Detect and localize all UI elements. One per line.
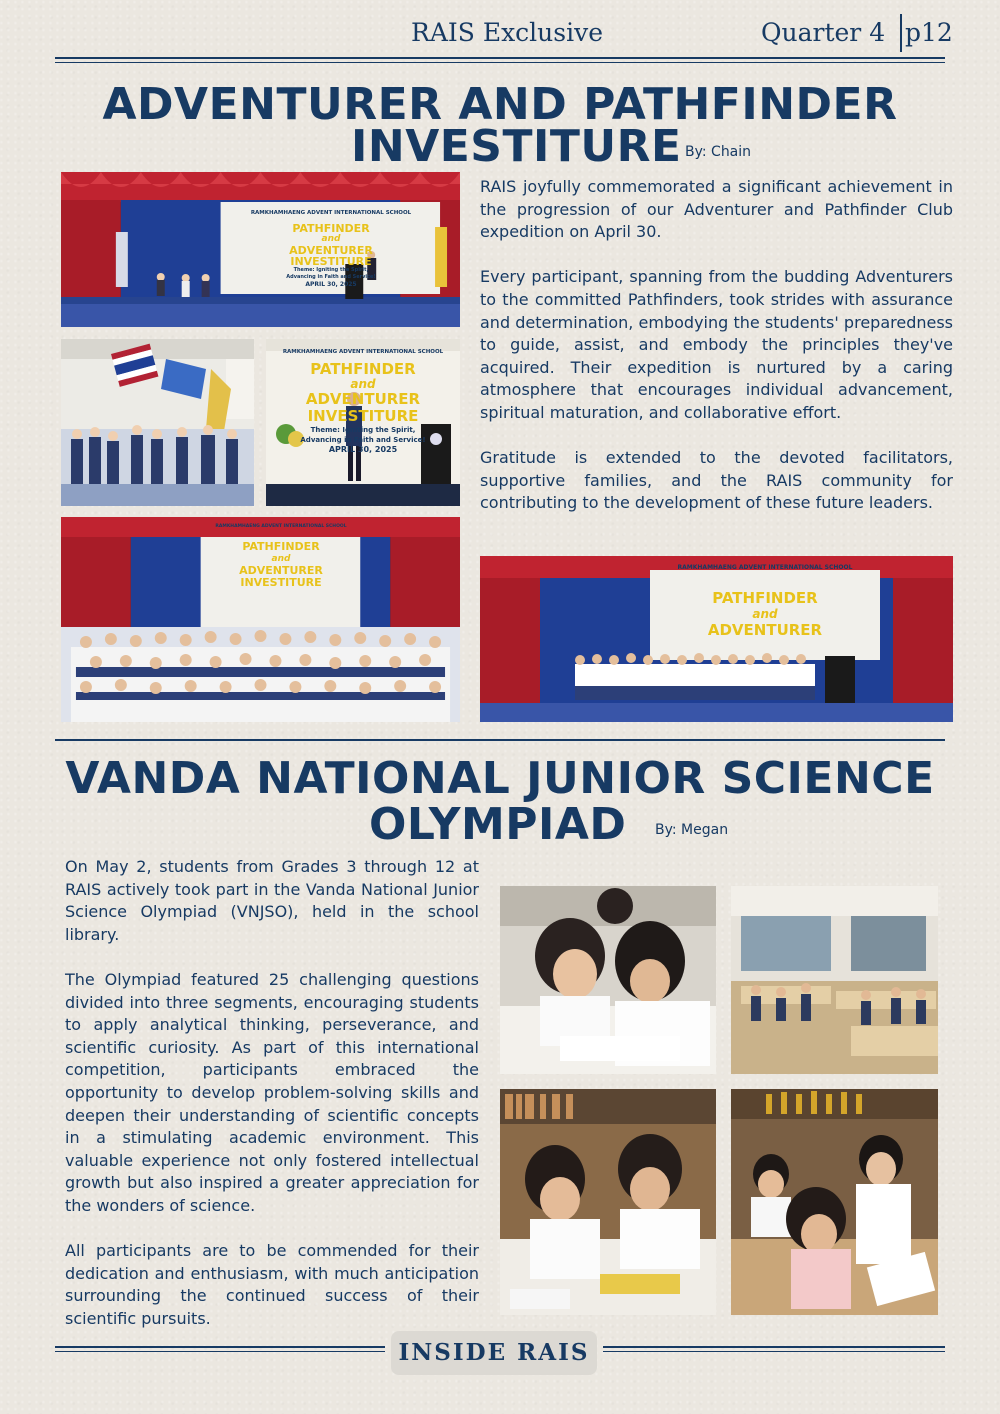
teacher-with-students-photo (731, 1089, 938, 1315)
speaker-banner-adventurer: ADVENTURER (305, 390, 421, 408)
article1-title-line2: INVESTITURE (351, 121, 682, 172)
article2-title-line1: VANDA NATIONAL JUNIOR SCIENCE (65, 753, 935, 804)
group-photo (61, 517, 460, 722)
library-room-photo (731, 886, 938, 1074)
publication-name: RAIS Exclusive (411, 18, 604, 47)
banner-adventurer: ADVENTURER (289, 244, 373, 257)
article2-body (65, 856, 479, 1330)
group-banner-school: RAMKHAMHAENG ADVENT INTERNATIONAL SCHOOL (215, 524, 347, 529)
students-writing-photo (500, 886, 716, 1074)
stage-banner-adventurer: ADVENTURER (707, 621, 823, 639)
article2-paragraph: The Olympiad featured 25 challenging questions divided into three segments, encouraging students to apply analytical thinking, perseverance, and scientific curiosity. As part of this international competition, participants embraced the opportunity to develop problem-solving skills and deepen their understanding of scientific concepts in a stimulating academic environment. This valuable experience not only fostered intellectual growth but also inspired a greater appreciation for the wonders of science. (65, 969, 479, 1215)
article2-byline: By: Megan (655, 822, 729, 838)
speaker-banner-date: APRIL 30, 2025 (328, 445, 398, 454)
students-focused-photo (500, 1089, 716, 1315)
article1-body (480, 176, 953, 515)
speaker-banner-school: RAMKHAMHAENG ADVENT INTERNATIONAL SCHOOL (282, 349, 444, 355)
banner-pathfinder: PATHFINDER (292, 222, 370, 235)
article1-paragraph: RAIS joyfully commemorated a significant achievement in the progression of our Adventurer and Pathfinder Club expedition on April 30. (480, 177, 953, 242)
article1-paragraph: Gratitude is extended to the devoted facilitators, supportive families, and the RAIS community for contributing to the development of these future leaders. (480, 448, 953, 513)
group-banner-and: and (271, 554, 291, 564)
section-divider (55, 739, 945, 741)
speaker-banner-theme-2: Advancing in Faith and Service! (300, 436, 426, 444)
speaker-photo (266, 339, 460, 506)
header-separator (900, 14, 902, 52)
quarter-label: Quarter 4 (761, 18, 886, 47)
stage-ceremony-photo (61, 172, 460, 327)
stage-banner-school: RAMKHAMHAENG ADVENT INTERNATIONAL SCHOOL (677, 564, 853, 571)
stage-banner-and: and (752, 607, 778, 621)
header-rule (55, 57, 945, 63)
group-banner-adventurer: ADVENTURER (239, 564, 323, 577)
footer-rule-right (603, 1346, 945, 1352)
article2-title-line2: OLYMPIAD (369, 799, 627, 850)
banner-investiture: INVESTITURE (290, 255, 372, 268)
banner-school: RAMKHAMHAENG ADVENT INTERNATIONAL SCHOOL (250, 210, 412, 216)
footer-rule-left (55, 1346, 385, 1352)
footer-label: INSIDE RAIS (391, 1331, 597, 1375)
stage-banner-pathfinder: PATHFINDER (712, 589, 818, 607)
banner-theme: Theme: Igniting the Spirit, (293, 267, 369, 273)
banner-and: and (321, 234, 341, 244)
article2-paragraph: All participants are to be commended for their dedication and enthusiasm, with much anticipation surrounding the continued success of their scientific pursuits. (65, 1241, 479, 1328)
article1-byline: By: Chain (685, 144, 752, 160)
group-banner-pathfinder: PATHFINDER (242, 540, 320, 553)
flag-ceremony-photo (61, 339, 254, 506)
speaker-banner-investiture: INVESTITURE (307, 407, 419, 425)
speaker-banner-and: and (350, 377, 376, 391)
group-banner-investiture: INVESTITURE (240, 576, 322, 589)
banner-theme-2: Advancing in Faith and Service! (286, 274, 376, 280)
speaker-banner-theme: Theme: Igniting the Spirit, (310, 426, 416, 434)
banner-date: APRIL 30, 2025 (305, 281, 357, 288)
speaker-banner-pathfinder: PATHFINDER (310, 360, 416, 378)
article2-paragraph: On May 2, students from Grades 3 through 12 at RAIS actively took part in the Vanda National Junior Science Olympiad (VNJSO), held in the school library. (65, 857, 479, 944)
page-number: p12 (905, 18, 953, 47)
article1-paragraph: Every participant, spanning from the budding Adventurers to the committed Pathfinders, took strides with assurance and determination, embodying the students' preparedness to guide, assist, and embody the principles they've acquired. Their expedition is nurtured by a caring atmosphere that encourages individual advancement, spiritual maturation, and collaborative effort. (480, 267, 953, 422)
students-on-stage-photo (480, 556, 953, 722)
article1-title-line1: ADVENTURER AND PATHFINDER (102, 79, 898, 130)
